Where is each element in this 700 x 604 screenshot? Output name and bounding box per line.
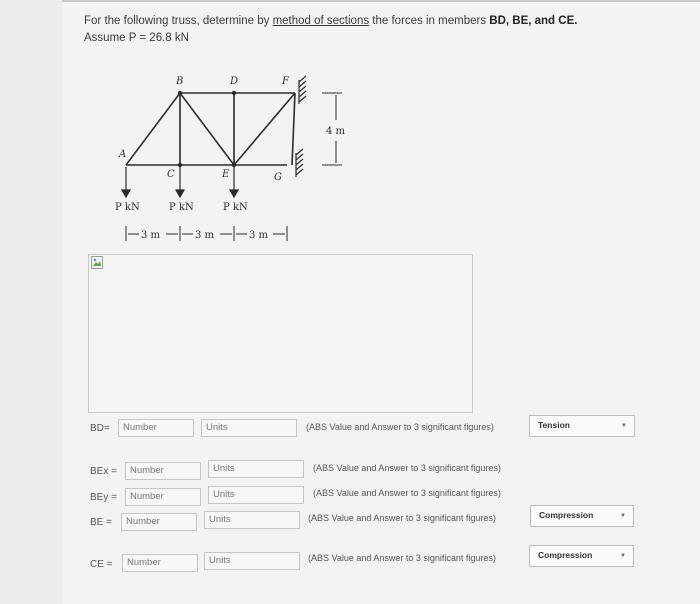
bd-units-input[interactable]: Units [201,419,297,437]
be-label: BE = [90,517,112,528]
joint-b [178,91,182,95]
ce-number-input[interactable]: Number [122,554,198,572]
node-d-label: D [230,76,239,87]
node-e-label: E [222,169,230,180]
ce-force-type-value: Compression [538,550,593,560]
support-g-icon [296,149,303,177]
ce-units-input[interactable]: Units [204,552,300,570]
load-arrow-a-icon [122,190,130,197]
bd-force-type-value: Tension [538,420,570,430]
be-units-input[interactable]: Units [204,511,300,529]
problem-text-a: For the following truss, determine by [84,15,270,27]
bey-units-input[interactable]: Units [208,486,304,504]
bex-label: BEx = [90,466,117,477]
node-b-label: B [176,76,184,87]
broken-image-icon [91,256,103,269]
load-label-e: P kN [223,202,248,213]
span-label-1: 3 m [141,230,161,241]
node-f-label: F [282,76,289,87]
method-of-sections-link[interactable]: method of sections [272,15,370,27]
load-arrow-c-icon [176,190,184,197]
bex-number-input[interactable]: Number [125,462,201,480]
be-number-input[interactable]: Number [121,513,197,531]
bd-number-input[interactable]: Number [118,419,194,437]
be-force-type-value: Compression [539,510,594,520]
node-c-label: C [167,169,175,180]
joint-e [232,163,236,167]
bey-number-input[interactable]: Number [125,488,201,506]
load-label-a: P kN [115,202,140,213]
joint-c [178,163,182,167]
problem-members: BD, BE, and CE. [489,15,578,27]
image-placeholder [88,254,473,413]
ce-hint: (ABS Value and Answer to 3 significant figures) [308,553,496,563]
bex-hint: (ABS Value and Answer to 3 significant figures) [313,463,501,473]
member-ab [126,93,180,165]
bey-hint: (ABS Value and Answer to 3 significant figures) [313,488,501,498]
node-g-label: G [274,172,282,183]
bex-units-input[interactable]: Units [208,460,304,478]
chevron-down-icon: ▼ [620,513,626,519]
support-f-icon [299,76,306,104]
height-label: 4 m [326,126,346,137]
chevron-down-icon: ▼ [621,423,627,429]
node-a-label: A [119,149,127,160]
bey-label: BEy = [90,492,117,503]
bd-label: BD= [90,423,110,434]
bd-force-type-select[interactable] [529,415,635,437]
problem-line-2: Assume P = 26.8 kN [84,32,189,44]
chevron-down-icon: ▼ [620,553,626,559]
member-ef [234,93,295,165]
problem-text-b: the forces in members [372,15,487,27]
span-label-2: 3 m [195,230,215,241]
load-arrow-e-icon [230,190,238,197]
member-be [180,93,234,165]
be-hint: (ABS Value and Answer to 3 significant figures) [308,513,496,523]
bd-hint: (ABS Value and Answer to 3 significant figures) [306,422,494,432]
ce-force-type-select[interactable] [529,545,634,567]
be-force-type-select[interactable] [530,505,634,527]
load-label-c: P kN [169,202,194,213]
span-label-3: 3 m [249,230,269,241]
ce-label: CE = [90,559,113,570]
joint-d [232,91,236,95]
member-fg [292,93,295,165]
